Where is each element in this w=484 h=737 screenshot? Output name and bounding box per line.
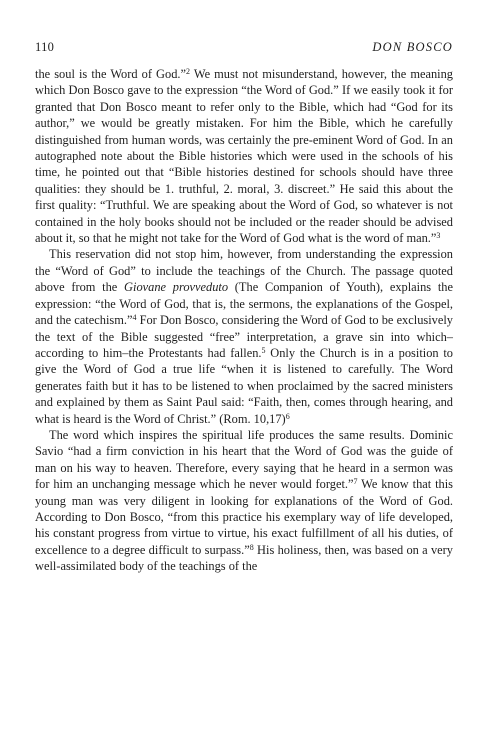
page-number: 110 <box>35 40 55 54</box>
paragraph-1-text-b: We must not misunderstand, however, the meaning which Don Bosco gave to the expression “the Word of God.” If we easily took it for granted that Don Bosco meant to refer only to the Bible, which had “God for its author,” we would be greatly mistaken. For him the Bible, which he carefully distinguished from human words, was certainly the pre-eminent Word of God. In an autographed note about the Bible histories which were used in the schools of his time, he pointed out that “Bible histories destined for schools should have three qualities: they should be 1. truthful, 2. moral, 3. discreet.” He said this about the first quality: “Truthful. We are speaking about the Word of God, so whatever is not contained in the holy books should not be included or the reader should be advised about it, so that he might not take for the Word of God what is the word of man.” <box>35 67 453 246</box>
paragraph-2-text-c: For Don Bosco, considering the Word of God to be exclusively the text of the Bible suggested “free” interpretation, a grave sin into which–according to him–the Protestants had fallen. <box>35 313 453 360</box>
book-title: Giovane provveduto <box>124 280 229 295</box>
running-head: DON BOSCO <box>372 40 453 54</box>
footnote-ref-3: 3 <box>436 231 441 241</box>
paragraph-2-text-d: Only the Church is in a position to give the Word of God a true life “when it is listened to carefully. The Word generates faith but it has to be listened to when proclaimed by the sacred ministers and explained by them as Saint Paul said: “Faith, then, comes through hearing, and what is heard is the Word of Christ.” (Rom. 10,17) <box>35 345 453 426</box>
paragraph-2 <box>35 246 453 426</box>
paragraph-1-text-a: the soul is the Word of God.” <box>35 67 186 81</box>
footnote-ref-4: 4 <box>132 313 137 323</box>
book-page <box>35 40 453 575</box>
paragraph-1 <box>35 66 453 246</box>
paragraph-2-text-a: This reservation did not stop him, however, from understanding the expression the “Word of God” to include the teachings of the Church. The passage quoted above from the <box>35 247 453 295</box>
footnote-ref-5: 5 <box>261 345 266 355</box>
paragraph-2-text-b: (The Companion of Youth), explains the expression: “the Word of God, that is, the sermons, the explanations of the Gospel, and the catechism.” <box>35 280 453 328</box>
paragraph-3-text-b: We know that this young man was very diligent in looking for explanations of the Word of God. According to Don Bosco, “from this practice his exemplary way of life developed, his constant progress from virtue to virtue, his exact fulfillment of all his duties, of excellence to a degree difficult to surpass.” <box>35 477 453 557</box>
paragraph-3-text-c: His holiness, then, was based on a very well-assimilated body of the teachings of the <box>35 542 453 574</box>
footnote-ref-6: 6 <box>285 411 290 421</box>
footnote-ref-7: 7 <box>353 477 358 487</box>
paragraph-3 <box>35 427 453 575</box>
paragraph-3-text-a: The word which inspires the spiritual life produces the same results. Dominic Savio “had a firm conviction in his heart that the Word of God was the guide of man on his way to heaven. Therefore, every saying that he heard in a sermon was for him an unchanging message which he never would forget.” <box>35 427 453 492</box>
footnote-ref-2: 2 <box>186 67 190 76</box>
footnote-ref-8: 8 <box>249 542 254 552</box>
page-header <box>35 40 453 58</box>
body-text <box>35 66 453 575</box>
